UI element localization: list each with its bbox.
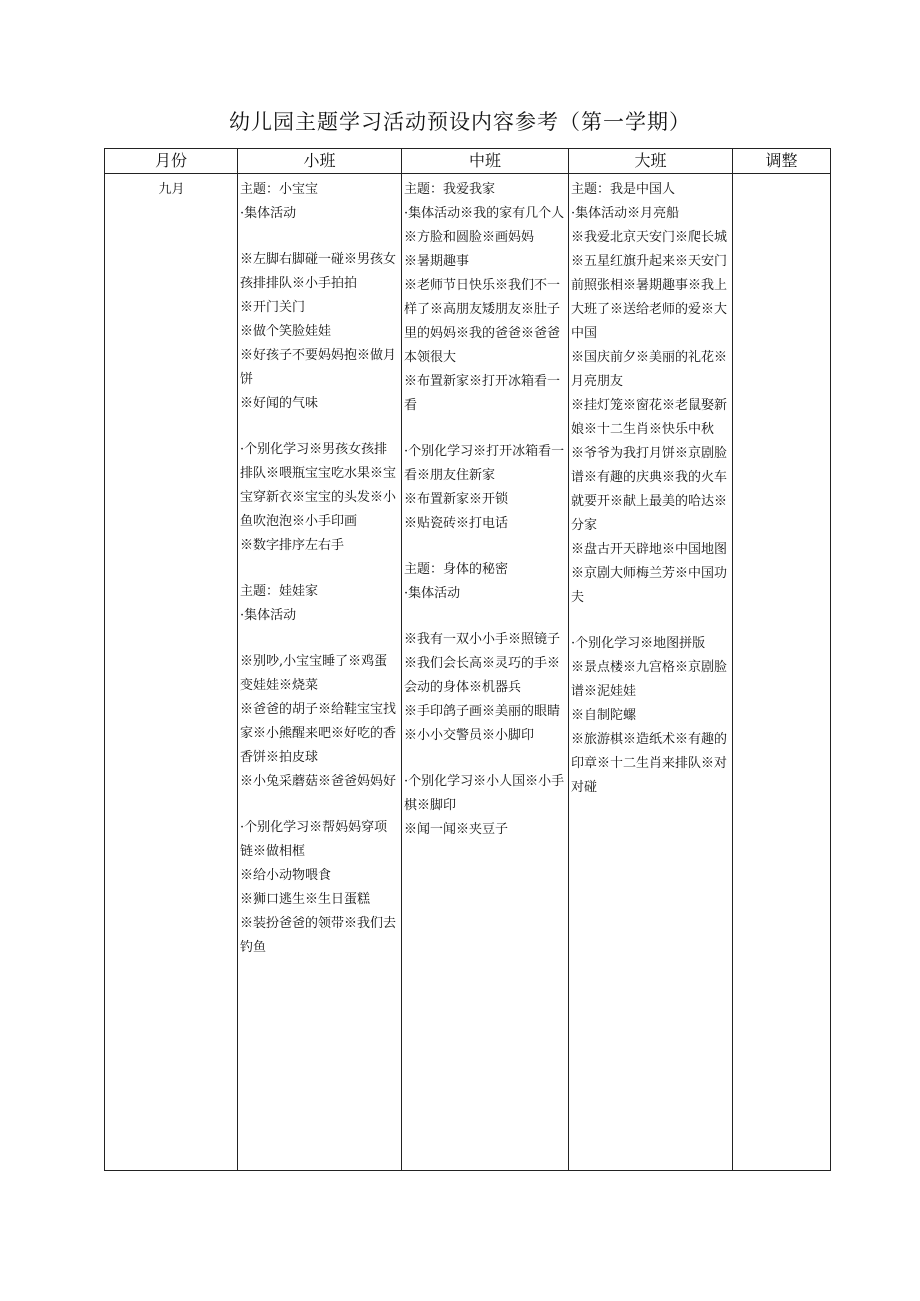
activity-line: ※好闻的气味 — [240, 396, 319, 411]
block-spacer — [240, 226, 400, 248]
large-class-cell — [569, 174, 733, 1171]
adjust-cell — [733, 174, 831, 1171]
activity-line: ·个别化学习※小人国※小手棋※脚印 — [404, 774, 565, 813]
header-adjust: 调整 — [733, 149, 831, 174]
activity-line: ※左脚右脚碰一碰※男孩女孩排排队※小手拍拍 — [240, 252, 397, 291]
activity-line: ※京剧大师梅兰芳※中国功夫 — [571, 566, 728, 605]
block-spacer — [240, 558, 400, 580]
activity-line: ※盘古开天辟地※中国地图 — [571, 542, 728, 557]
activity-line: ·个别化学习※打开冰箱看一看※朋友住新家 — [404, 444, 565, 483]
activity-line: ※旅游棋※造纸术※有趣的印章※十二生肖来排队※对对碰 — [571, 732, 728, 795]
activity-line: 主题：身体的秘密 — [404, 562, 509, 577]
activity-line: ·集体活动※我的家有几个人※方脸和圆脸※画妈妈 — [404, 206, 565, 245]
block-spacer — [571, 610, 731, 632]
activity-line: ※手印鸽子画※美丽的眼睛※小小交警员※小脚印 — [404, 704, 561, 743]
header-large-class: 大班 — [569, 149, 733, 174]
block-spacer — [240, 628, 400, 650]
activity-line: ※我爱北京天安门※爬长城 — [571, 230, 728, 245]
activity-line: ※给小动物喂食 — [240, 868, 332, 883]
activity-line: ※景点楼※九宫格※京剧脸谱※泥娃娃 — [571, 660, 728, 699]
activity-line: ※国庆前夕※美丽的礼花※月亮朋友 — [571, 350, 728, 389]
header-middle-class: 中班 — [402, 149, 569, 174]
activity-line: ※五星红旗升起来※天安门前照张相※暑期趣事※我上大班了※送给老师的爱※大中国 — [571, 254, 728, 341]
activity-line: 主题：小宝宝 — [240, 182, 319, 197]
block-spacer — [240, 416, 400, 438]
activity-line: ※别吵,小宝宝睡了※鸡蛋变娃娃※烧菜 — [240, 654, 388, 693]
activity-line: ※布置新家※打开冰箱看一看 — [404, 374, 561, 413]
block-spacer — [404, 418, 567, 440]
month-cell: 九月 — [105, 174, 238, 1171]
activity-line: ※挂灯笼※窗花※老鼠娶新娘※十二生肖※快乐中秋 — [571, 398, 728, 437]
activity-line: ※暑期趣事 — [404, 254, 470, 269]
table-row — [105, 174, 831, 1171]
activity-line: ※闻一闻※夹豆子 — [404, 822, 509, 837]
activity-line: ※我有一双小小手※照镜子※我们会长高※灵巧的手※会动的身体※机器兵 — [404, 632, 561, 695]
activity-line: ※自制陀螺 — [571, 708, 637, 723]
activity-line: ※狮口逃生※生日蛋糕 — [240, 892, 371, 907]
block-spacer — [404, 536, 567, 558]
activity-line: ※贴瓷砖※打电话 — [404, 516, 509, 531]
header-month: 月份 — [105, 149, 238, 174]
block-spacer — [240, 794, 400, 816]
activity-line: 主题：娃娃家 — [240, 584, 319, 599]
activity-line: ·集体活动 — [240, 206, 297, 221]
activity-line: ※做个笑脸娃娃 — [240, 324, 332, 339]
block-spacer — [404, 606, 567, 628]
activity-line: ·个别化学习※地图拼版 — [571, 636, 706, 651]
activity-line: ※好孩子不要妈妈抱※做月饼 — [240, 348, 397, 387]
activity-line: ·集体活动 — [240, 608, 297, 623]
activity-line: ·个别化学习※帮妈妈穿项链※做相框 — [240, 820, 388, 859]
activity-line: 主题：我爱我家 — [404, 182, 496, 197]
activity-line: ※老师节日快乐※我们不一样了※高朋友矮朋友※肚子里的妈妈※我的爸爸※爸爸本领很大 — [404, 278, 561, 365]
activity-line: 主题：我是中国人 — [571, 182, 676, 197]
middle-class-cell — [402, 174, 569, 1171]
activity-line: ※小兔采蘑菇※爸爸妈妈好 — [240, 774, 397, 789]
activity-line: ※爸爸的胡子※给鞋宝宝找家※小熊醒来吧※好吃的香香饼※拍皮球 — [240, 702, 397, 765]
header-small-class: 小班 — [238, 149, 402, 174]
activity-line: ·集体活动 — [404, 586, 461, 601]
activity-line: ※装扮爸爸的领带※我们去钓鱼 — [240, 916, 397, 955]
activity-line: ※爷爷为我打月饼※京剧脸谱※有趣的庆典※我的火车就要开※献上最美的哈达※分家 — [571, 446, 728, 533]
block-spacer — [404, 748, 567, 770]
activity-line: ※布置新家※开锁 — [404, 492, 509, 507]
activity-line: ·集体活动※月亮船 — [571, 206, 680, 221]
activity-line: ※开门关门 — [240, 300, 306, 315]
small-class-cell — [238, 174, 402, 1171]
activity-line: ·个别化学习※男孩女孩排排队※喂瓶宝宝吃水果※宝宝穿新衣※宝宝的头发※小鱼吹泡泡※小手印画 — [240, 442, 397, 529]
activity-line: ※数字排序左右手 — [240, 538, 345, 553]
activity-table — [104, 148, 831, 1171]
header-row — [105, 149, 831, 174]
page-title: 幼儿园主题学习活动预设内容参考（第一学期） — [229, 110, 691, 134]
